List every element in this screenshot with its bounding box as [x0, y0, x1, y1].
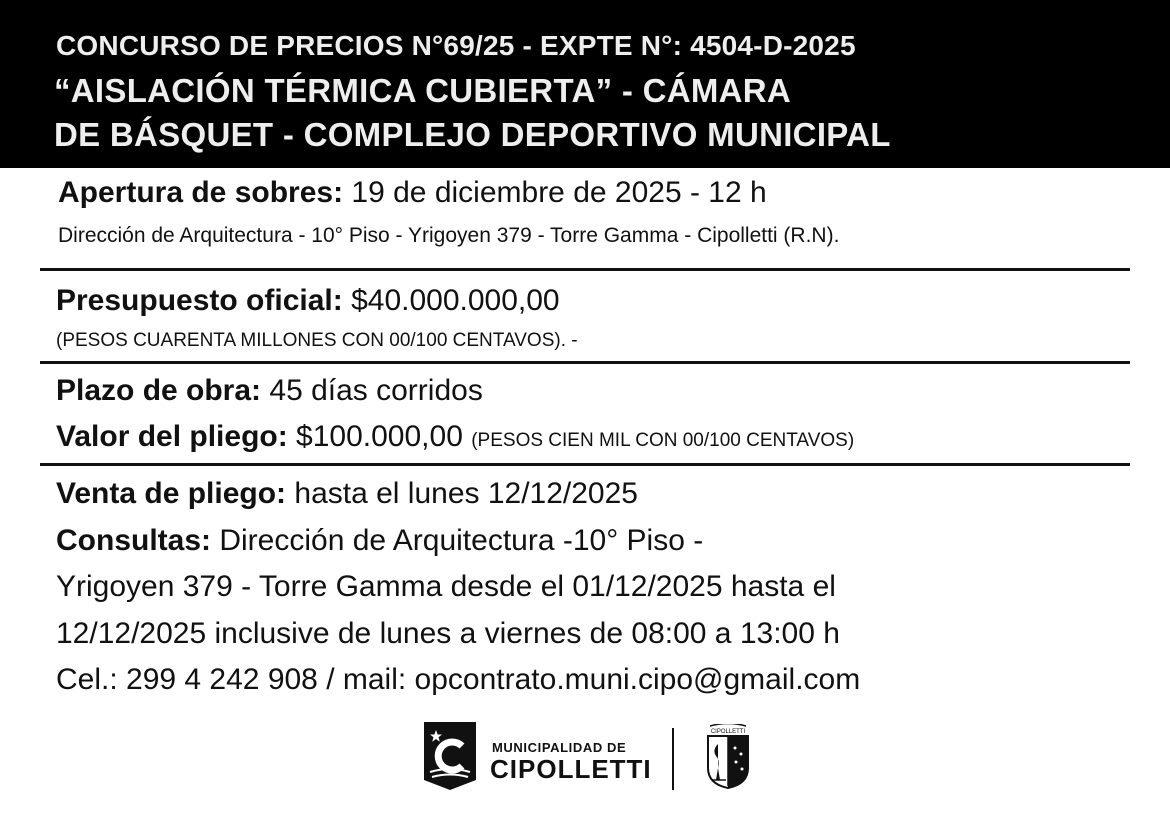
divider	[40, 268, 1130, 271]
inquiries-line3: 12/12/2025 inclusive de lunes a viernes de 08:00 a 13:00 h	[56, 617, 840, 650]
divider	[40, 463, 1130, 466]
period-label: Plazo de obra:	[56, 374, 262, 407]
budget-value: $40.000.000,00	[342, 284, 560, 317]
project-title-line1: “AISLACIÓN TÉRMICA CUBIERTA” - CÁMARA	[54, 72, 792, 109]
official-budget	[56, 284, 560, 318]
logo-separator	[672, 728, 674, 790]
logo-municipality-text: MUNICIPALIDAD DE	[492, 740, 627, 755]
tender-number: CONCURSO DE PRECIOS N°69/25 - EXPTE N°: 4504-D-2025	[56, 30, 856, 61]
city-coat-of-arms-icon	[704, 724, 752, 790]
title-banner	[0, 0, 1170, 168]
shield-text: CIPOLLETTI	[710, 729, 746, 735]
divider	[40, 361, 1130, 364]
opening-label: Apertura de sobres:	[58, 176, 344, 209]
spec-sale	[56, 477, 638, 511]
inquiries	[56, 524, 703, 558]
budget-in-words: (PESOS CUARENTA MILLONES CON 00/100 CENTAVOS). -	[56, 330, 578, 351]
logo-city-text: CIPOLLETTI	[490, 754, 652, 784]
specification-price	[56, 420, 854, 454]
municipal-emblem-icon	[422, 720, 478, 792]
opening-value: 19 de diciembre de 2025 - 12 h	[343, 176, 767, 209]
budget-label: Presupuesto oficial:	[56, 284, 343, 317]
inquiries-line1: Dirección de Arquitectura -10° Piso -	[211, 524, 704, 557]
period-value: 45 días corridos	[261, 374, 483, 407]
spec-price-words: (PESOS CIEN MIL CON 00/100 CENTAVOS)	[471, 430, 855, 451]
municipality-logo	[422, 720, 762, 798]
project-title-line2: DE BÁSQUET - COMPLEJO DEPORTIVO MUNICIPAL	[54, 116, 891, 153]
sale-value: hasta el lunes 12/12/2025	[286, 477, 638, 510]
contact-info: Cel.: 299 4 242 908 / mail: opcontrato.muni.cipo@gmail.com	[56, 663, 861, 696]
work-period	[56, 374, 483, 408]
opening-date	[58, 176, 767, 210]
sale-label: Venta de pliego:	[56, 477, 287, 510]
spec-price-value: $100.000,00	[287, 420, 472, 453]
opening-location: Dirección de Arquitectura - 10° Piso - Yrigoyen 379 - Torre Gamma - Cipolletti (R.N).	[58, 224, 840, 247]
inquiries-label: Consultas:	[56, 524, 212, 557]
inquiries-line2: Yrigoyen 379 - Torre Gamma desde el 01/12/2025 hasta el	[56, 570, 836, 603]
spec-price-label: Valor del pliego:	[56, 420, 288, 453]
